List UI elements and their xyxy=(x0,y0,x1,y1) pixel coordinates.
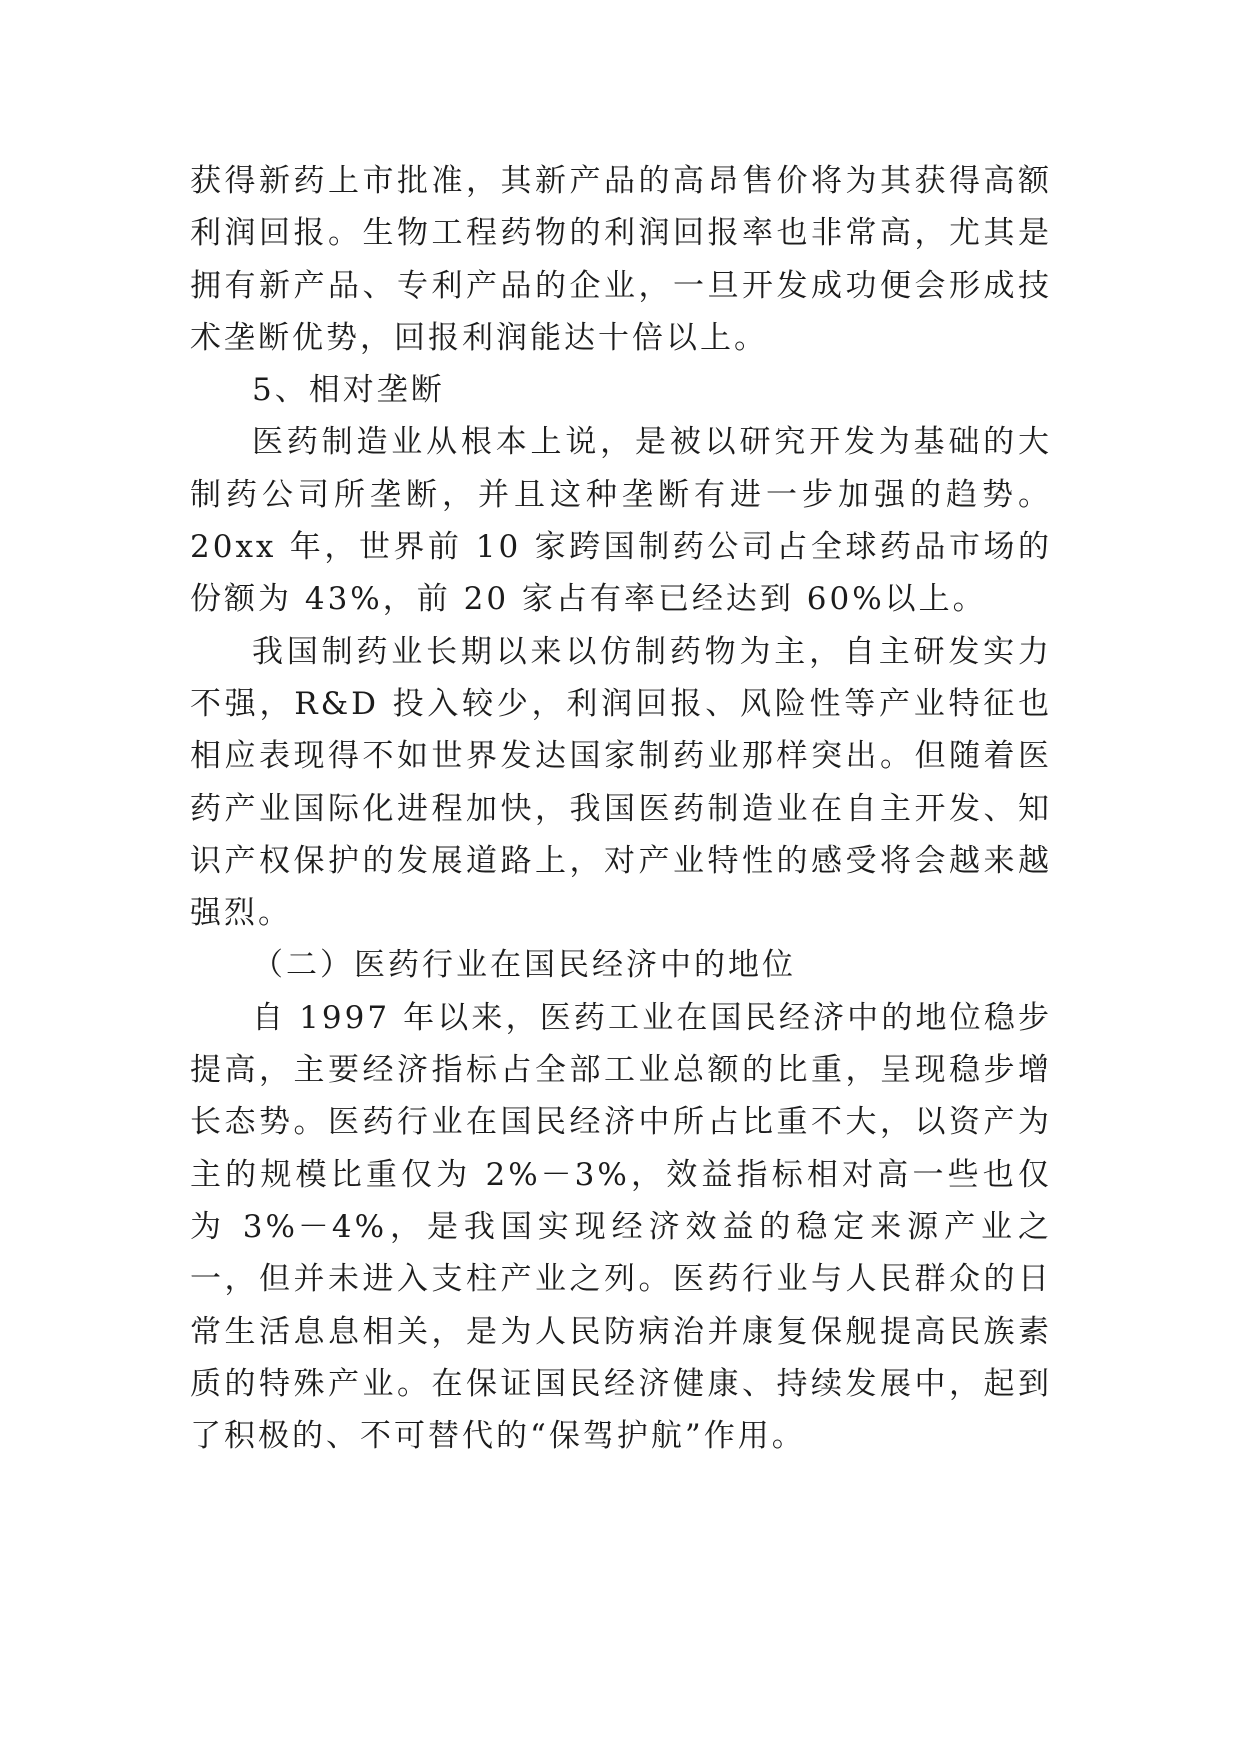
section-heading-relative-monopoly: 5、相对垄断 xyxy=(252,372,445,409)
paragraph-industry-status: 自 1997 年以来，医药工业在国民经济中的地位稳步提高，主要经济指标占全部工业总额的比重，呈现稳步增长态势。医药行业在国民经济中所占比重不大，以资产为主的规模比重仅为 2%－3%，效益指标相对高一些也仅为 3%－4%，是我国实现经济效益的稳定来源产业之一，但并未进入支柱产业之列。医药行业与人民群众的日常生活息息相关，是为人民防病治并康复保舰提高民族素质的特殊产业。在保证国民经济健康、持续发展中，起到了积极的、不可替代的“保驾护航”作用。 xyxy=(190,999,1052,1455)
document-body xyxy=(190,155,1052,1462)
paragraph-continuation: 获得新药上市批准，其新产品的高昂售价将为其获得高额利润回报。生物工程药物的利润回报率也非常高，尤其是拥有新产品、专利产品的企业，一旦开发成功便会形成技术垄断优势，回报利润能达十倍以上。 xyxy=(190,163,1052,356)
paragraph-monopoly: 医药制造业从根本上说，是被以研究开发为基础的大制药公司所垄断，并且这种垄断有进一步加强的趋势。20xx 年，世界前 10 家跨国制药公司占全球药品市场的份额为 43%，前 20 家占有率已经达到 60%以上。 xyxy=(190,424,1052,618)
section-heading-industry-status: （二）医药行业在国民经济中的地位 xyxy=(252,947,796,984)
paragraph-domestic-pharma: 我国制药业长期以来以仿制药物为主，自主研发实力不强，R&D 投入较少，利润回报、风险性等产业特征也相应表现得不如世界发达国家制药业那样突出。但随着医药产业国际化进程加快，我国医药制造业在自主开发、知识产权保护的发展道路上，对产业特性的感受将会越来越强烈。 xyxy=(190,633,1052,932)
